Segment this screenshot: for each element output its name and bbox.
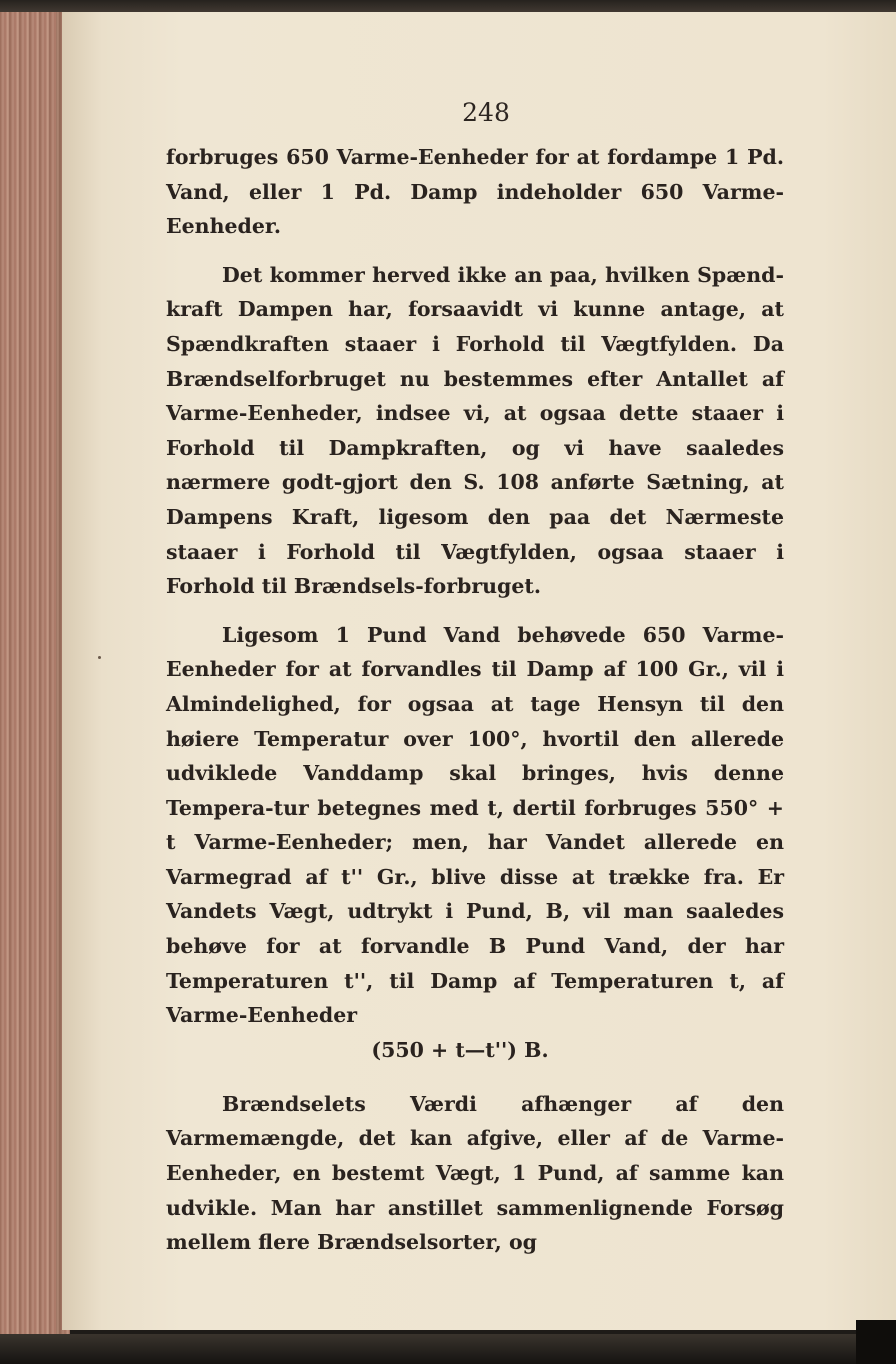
paragraph-3: Ligesom 1 Pund Vand behøvede 650 Varme-Eenheder for at forvandles til Damp af 100 Gr., vil i Almindelighed, for ogsaa at tage Hensyn til den høiere Temperatur over 100°, hvortil den allerede udviklede Vanddamp skal bringes, hvis denne Tempera-tur betegnes med t, dertil forbruges 550° + t Varme-Eenheder; men, har Vandet allerede en Varmegrad af t'' Gr., blive disse at trække fra. Er Vandets Vægt, udtrykt i Pund, B, vil man saaledes behøve for at forvandle B Pund Vand, der har Temperaturen t'', til Damp af Temperaturen t, af Varme-Eenheder	[166, 622, 784, 1028]
scan-bottom-edge	[0, 1334, 896, 1364]
page-stack-edge	[0, 12, 70, 1342]
page-number: 248	[462, 98, 510, 127]
paragraph-1: forbruges 650 Varme-Eenheder for at fordampe 1 Pd. Vand, eller 1 Pd. Damp indeholder 650 Varme-Eenheder.	[166, 145, 784, 239]
paragraph-2: Det kommer herved ikke an paa, hvilken Spænd-kraft Dampen har, forsaavidt vi kunne antage, at Spændkraften staaer i Forhold til Vægtfylden. Da Brændselforbruget nu bestemmes efter Antallet af Varme-Eenheder, indsee vi, at ogsaa dette staaer i Forhold til Dampkraften, og vi have saaledes nærmere godt-gjort den S. 108 anførte Sætning, at Dampens Kraft, ligesom den paa det Nærmeste staaer i Forhold til Vægtfylden, ogsaa staaer i Forhold til Brændsels-forbruget.	[166, 262, 784, 599]
formula: (550 + t—t'') B.	[371, 1037, 549, 1062]
page-body	[166, 140, 784, 1260]
speck-mark	[98, 656, 101, 659]
scan-corner-shadow	[856, 1320, 896, 1364]
paragraph-4: Brændselets Værdi afhænger af den Varmemængde, det kan afgive, eller af de Varme-Eenheder, en bestemt Vægt, 1 Pund, af samme kan udvikle. Man har anstillet sammenlignende Forsøg mellem flere Brændselsorter, og	[166, 1091, 784, 1255]
